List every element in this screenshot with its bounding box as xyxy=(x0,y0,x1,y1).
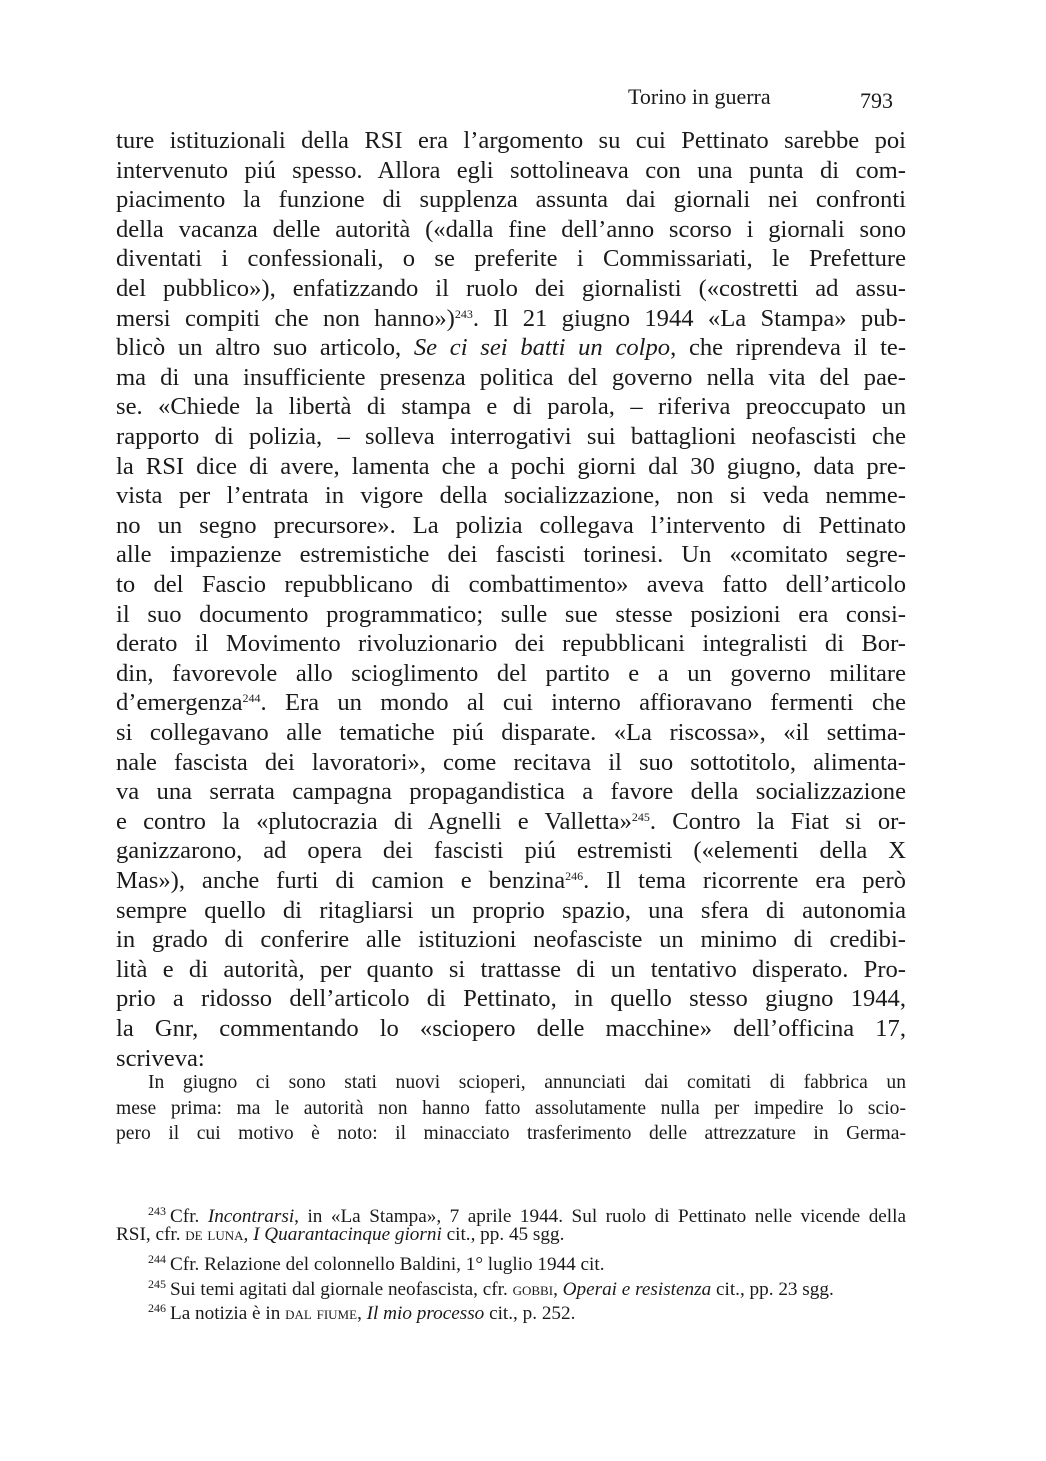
text-line xyxy=(116,689,906,717)
text-span: , xyxy=(553,1278,563,1300)
text-line xyxy=(116,334,906,362)
footnote-number: 244 xyxy=(148,1252,166,1267)
text-line xyxy=(116,867,906,895)
text-line: va una serrata campagna propagandistica a favore della socializzazione xyxy=(116,778,906,806)
text-span: blicò un altro suo articolo, xyxy=(116,334,414,362)
title-italic: Il mio processo xyxy=(366,1302,485,1324)
footnote-246 xyxy=(148,1296,576,1324)
text-line: rapporto di polizia, – solleva interrogativi sui battaglioni neofascisti che xyxy=(116,423,906,450)
footnote-number: 246 xyxy=(148,1300,166,1315)
text-span: Mas»), anche furti di camion e benzina xyxy=(116,867,566,894)
running-title: Torino in guerra xyxy=(628,84,771,109)
text-span: , in «La Stampa», 7 aprile 1944. Sul ruolo di Pettinato nelle vicende della xyxy=(294,1206,906,1227)
running-header xyxy=(0,82,1046,112)
author-smallcaps: gobbi xyxy=(512,1278,554,1300)
text-span: Cfr. Relazione del colonnello Baldini, 1° luglio 1944 cit. xyxy=(170,1254,605,1276)
page-number: 793 xyxy=(860,88,893,113)
text-span: cit., pp. 23 sgg. xyxy=(711,1278,834,1300)
text-line: vista per l’entrata in vigore della socializzazione, non si veda nemme- xyxy=(116,482,906,510)
text-line: din, favorevole allo scioglimento del partito e a un governo militare xyxy=(116,659,906,687)
text-span: , xyxy=(357,1302,367,1324)
text-line: ma di una insufficiente presenza politica del governo nella vita del pae- xyxy=(116,363,906,391)
footnote-243 xyxy=(148,1199,906,1227)
article-title: Se ci sei batti un colpo xyxy=(413,334,671,362)
footnote-number: 243 xyxy=(148,1204,166,1218)
footnote-ref-246[interactable]: 246 xyxy=(565,869,584,883)
text-line: to del Fascio repubblicano di combattimento» aveva fatto dell’articolo xyxy=(116,571,906,598)
text-line: piacimento la funzione di supplenza assunta dai giornali nei confronti xyxy=(116,186,906,214)
text-line: sempre quello di ritagliarsi un proprio spazio, una sfera di autonomia xyxy=(116,896,906,924)
text-span: cit., pp. 45 sgg. xyxy=(441,1224,565,1246)
author-smallcaps: dal fiume xyxy=(285,1302,358,1324)
title-italic: Incontrarsi xyxy=(207,1206,295,1227)
footnote-243-cont xyxy=(116,1223,564,1247)
text-line: nale fascista dei lavoratori», come recitava il suo sottotitolo, alimenta- xyxy=(116,748,906,776)
text-span: e contro la «plutocrazia di Agnelli e Valletta» xyxy=(116,807,632,835)
quote-line: pero il cui motivo è noto: il minacciato trasferimento delle attrezzature in Germa- xyxy=(116,1123,906,1145)
text-span: . Il tema ricorrente era però xyxy=(583,867,906,894)
text-span: d’emergenza xyxy=(116,689,243,717)
text-span: . Il 21 giugno 1944 «La Stampa» pub- xyxy=(472,304,906,332)
footnote-number: 245 xyxy=(148,1276,166,1291)
text-line: la RSI dice di avere, lamenta che a pochi giorni dal 30 giugno, data pre- xyxy=(116,452,906,480)
footnote-245 xyxy=(148,1272,834,1300)
text-span: , che riprendeva il te- xyxy=(670,334,907,362)
text-line: della vacanza delle autorità («dalla fine dell’anno scorso i giornali sono xyxy=(116,215,906,243)
author-smallcaps: de luna xyxy=(185,1224,244,1246)
text-line: scriveva: xyxy=(116,1044,205,1072)
text-span: mersi compiti che non hanno») xyxy=(116,304,455,332)
text-line: si collegavano alle tematiche piú disparate. «La riscossa», «il settima- xyxy=(116,719,906,746)
text-line: alle impazienze estremistiche dei fascisti torinesi. Un «comitato segre- xyxy=(116,541,906,569)
text-line: diventati i confessionali, o se preferite i Commissariati, le Prefetture xyxy=(116,245,906,273)
text-line: lità e di autorità, per quanto si trattasse di un tentativo disperato. Pro- xyxy=(116,955,906,983)
footnote-ref-245[interactable]: 245 xyxy=(631,809,650,824)
footnote-ref-244[interactable]: 244 xyxy=(242,691,261,706)
text-line: del pubblico»), enfatizzando il ruolo dei giornalisti («costretti ad assu- xyxy=(116,275,906,302)
footnote-244 xyxy=(148,1247,605,1276)
text-line: in grado di conferire alle istituzioni neofasciste un minimo di credibi- xyxy=(116,926,906,954)
quote-line: In giugno ci sono stati nuovi scioperi, annunciati dai comitati di fabbrica un xyxy=(148,1072,906,1093)
text-span: Cfr. xyxy=(170,1206,208,1227)
text-span: RSI, cfr. xyxy=(116,1224,186,1246)
text-line xyxy=(116,808,906,836)
text-span: Sui temi agitati dal giornale neofascista, cfr. xyxy=(170,1278,513,1300)
text-span: cit., p. 252. xyxy=(484,1302,576,1324)
text-span: La notizia è in xyxy=(170,1302,286,1324)
text-line: intervenuto piú spesso. Allora egli sottolineava con una punta di com- xyxy=(116,156,906,184)
text-line: il suo documento programmatico; sulle sue stesse posizioni era consi- xyxy=(116,600,906,628)
text-line: ganizzarono, ad opera dei fascisti piú estremisti («elementi della X xyxy=(116,837,906,865)
title-italic: I Quarantacinque giorni xyxy=(253,1224,442,1246)
text-line: prio a ridosso dell’articolo di Pettinato, in quello stesso giugno 1944, xyxy=(116,985,906,1013)
text-line: derato il Movimento rivoluzionario dei repubblicani integralisti di Bor- xyxy=(116,630,906,658)
text-line: no un segno precursore». La polizia collegava l’intervento di Pettinato xyxy=(116,511,906,539)
text-line: ture istituzionali della RSI era l’argomento su cui Pettinato sarebbe poi xyxy=(116,127,906,154)
text-span: , xyxy=(243,1224,254,1246)
text-line xyxy=(116,305,906,333)
quote-line: mese prima: ma le autorità non hanno fatto assolutamente nulla per impedire lo scio- xyxy=(116,1097,906,1119)
text-line: la Gnr, commentando lo «sciopero delle macchine» dell’officina 17, xyxy=(116,1015,906,1042)
text-line: se. «Chiede la libertà di stampa e di parola, – riferiva preoccupato un xyxy=(116,393,906,421)
text-span: . Contro la Fiat si or- xyxy=(649,807,906,835)
footnote-ref-243[interactable]: 243 xyxy=(454,306,473,321)
title-italic: Operai e resistenza xyxy=(562,1278,712,1300)
text-span: . Era un mondo al cui interno affioravano fermenti che xyxy=(260,689,906,717)
